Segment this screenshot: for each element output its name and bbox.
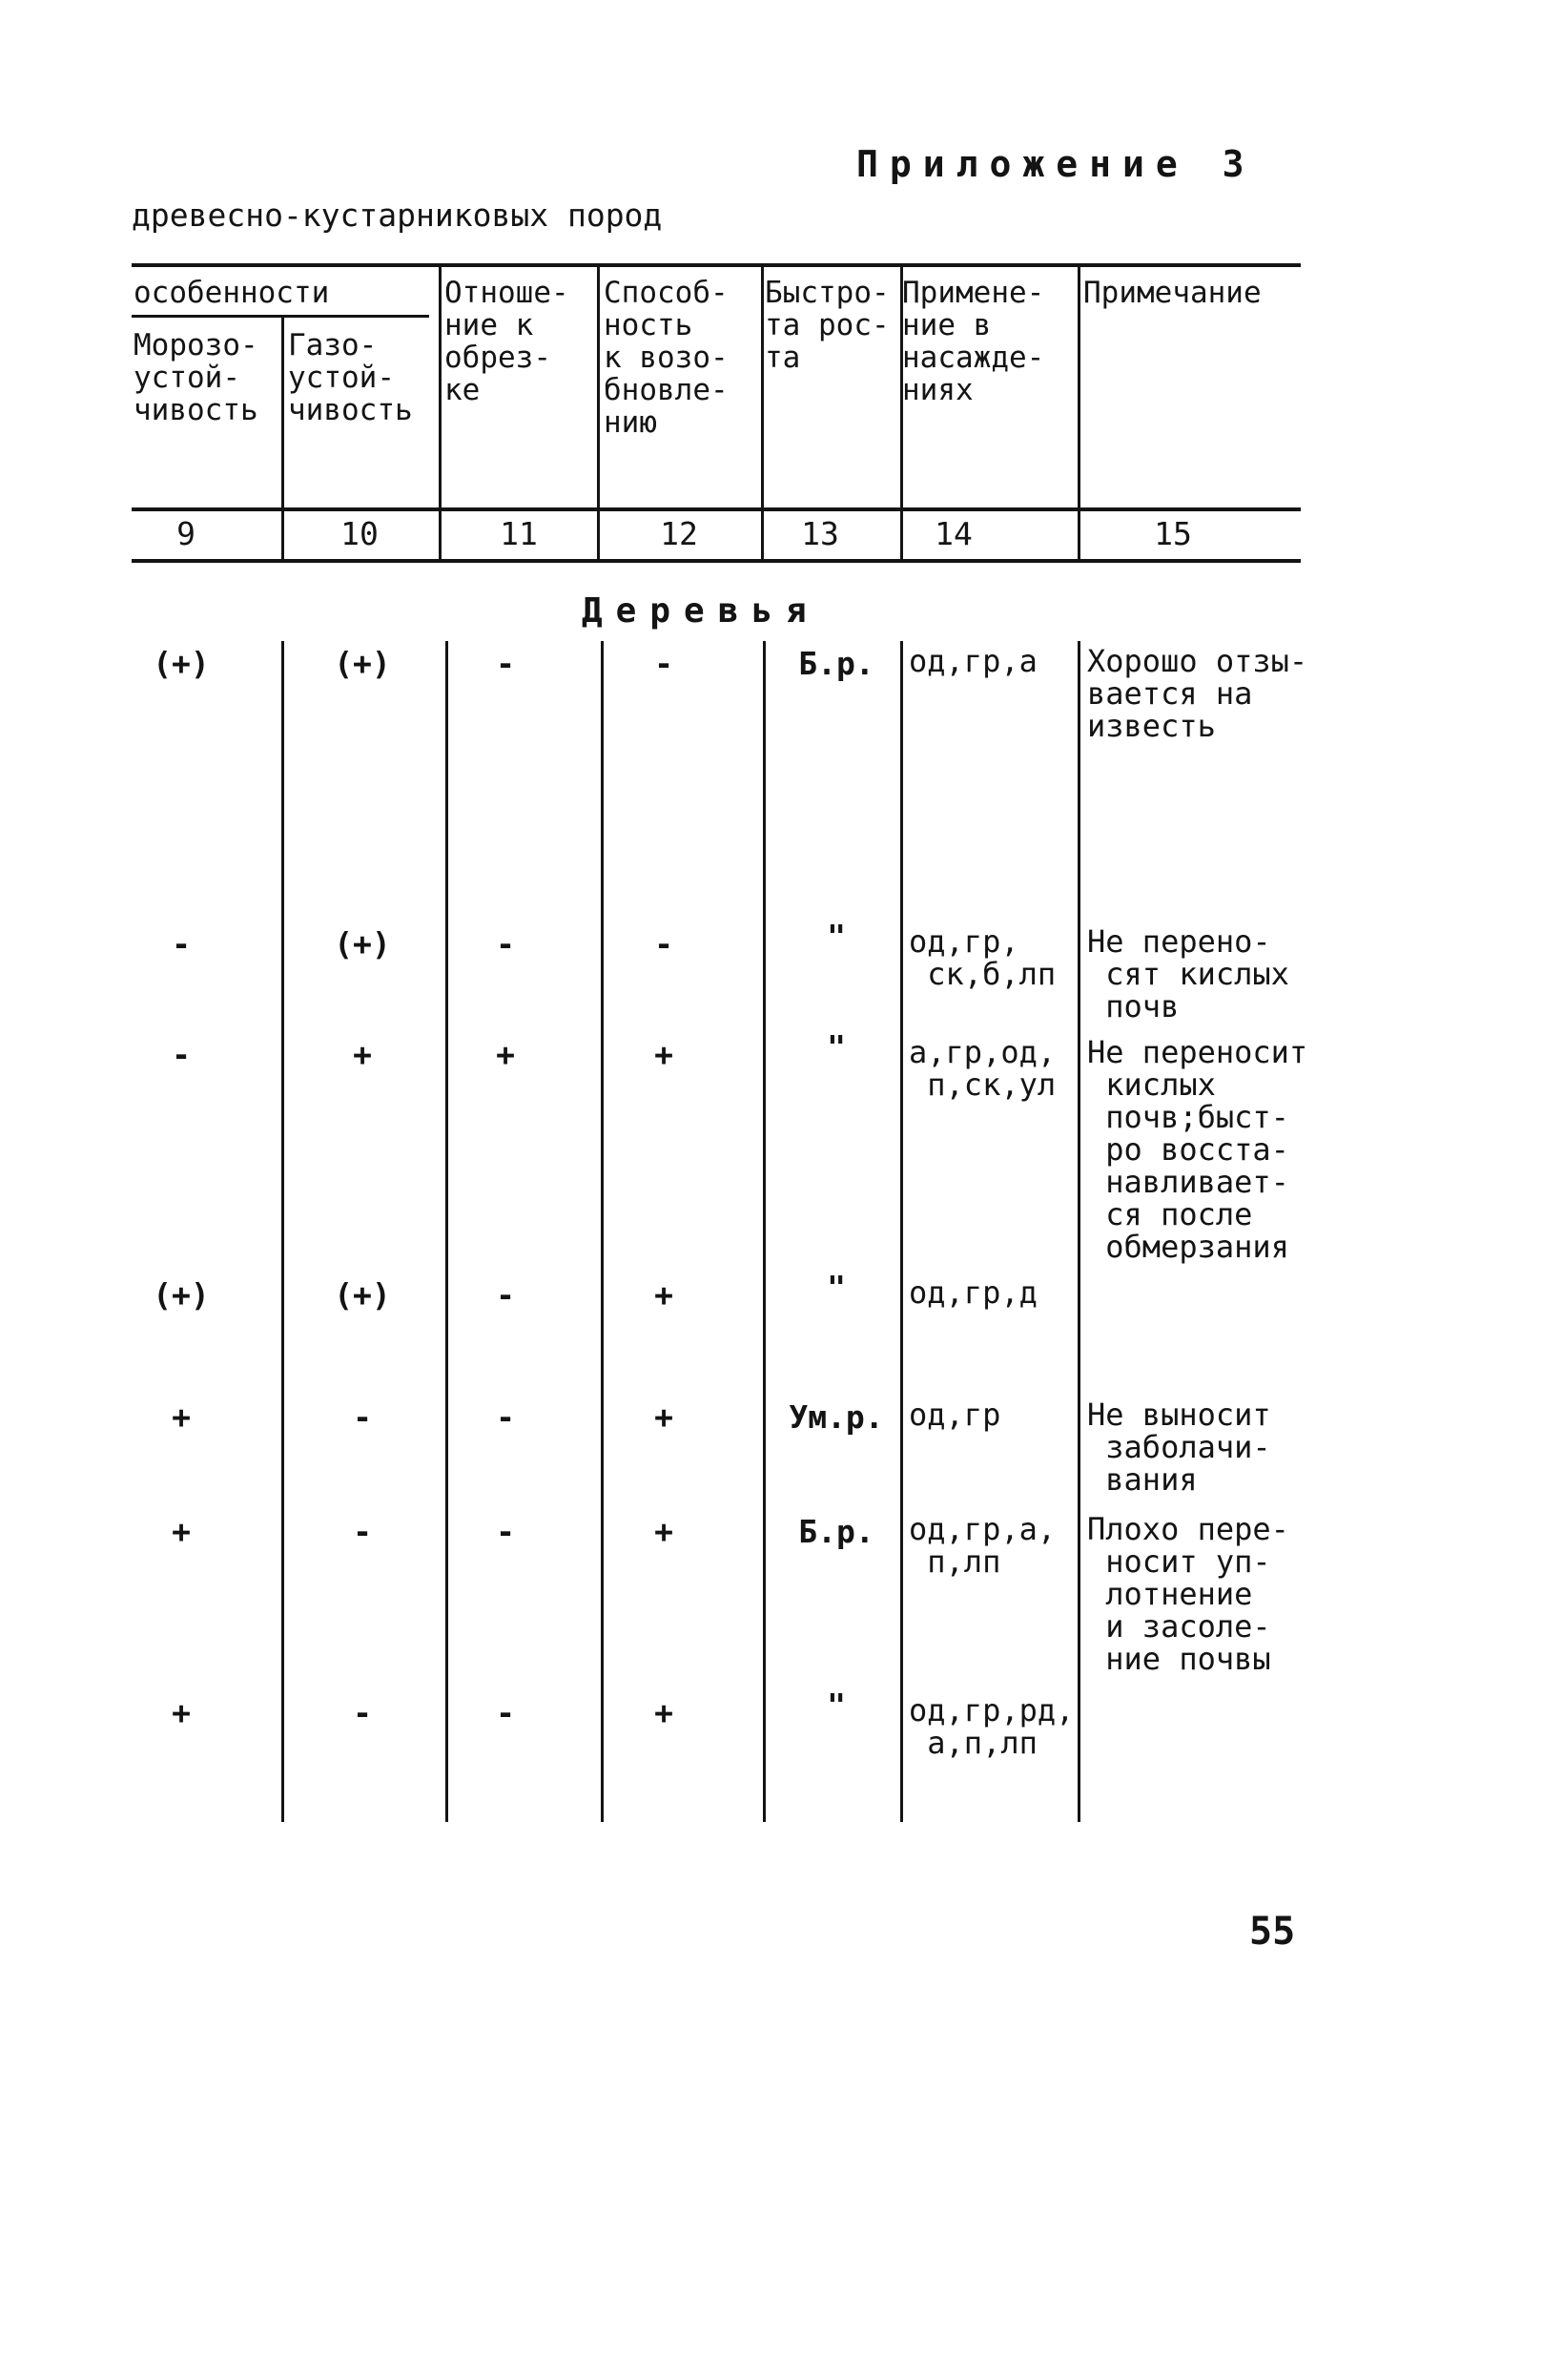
cell-note: Не перено- сят кислых почв (1087, 923, 1289, 1024)
cell-gas: (+) (334, 645, 391, 682)
group-underline (132, 315, 429, 318)
body-divider (900, 641, 903, 1822)
numbers-bottom-rule (132, 559, 1301, 563)
cell-regeneration: - (654, 645, 673, 682)
cell-regeneration: + (654, 1694, 673, 1731)
column-number: 14 (935, 515, 973, 552)
body-divider (1078, 641, 1080, 1822)
cell-application: од,гр,рд, а,п,лп (909, 1692, 1075, 1761)
cell-growth: " (827, 918, 846, 955)
cell-regeneration: + (654, 1276, 673, 1314)
cell-pruning: - (496, 925, 515, 962)
cell-frost: + (172, 1694, 191, 1731)
cell-gas: + (353, 1036, 372, 1073)
cell-note: Плохо пере- носит уп- лотнение и засоле- ние почвы (1087, 1511, 1289, 1677)
cell-frost: (+) (153, 645, 210, 682)
header-note: Примечание (1083, 276, 1262, 310)
cell-growth: " (827, 1028, 846, 1066)
header-top-rule (132, 263, 1301, 267)
cell-regeneration: + (654, 1513, 673, 1550)
header-regeneration: Способ- ность к возо- бновле- нию (604, 276, 729, 440)
table-subtitle: древесно-кустарниковых пород (132, 197, 663, 234)
body-divider (601, 641, 604, 1822)
cell-pruning: - (496, 1694, 515, 1731)
cell-growth: Б.р. (798, 1513, 874, 1550)
cell-note: Не выносит заболачи- вания (1087, 1397, 1271, 1498)
cell-note: Не переносит кислых почв;быст- ро восста- навливает- ся после обмерзания (1087, 1034, 1308, 1265)
body-divider (763, 641, 766, 1822)
cell-gas: - (353, 1513, 372, 1550)
cell-regeneration: - (654, 925, 673, 962)
cell-pruning: - (496, 645, 515, 682)
cell-frost: + (172, 1398, 191, 1436)
cell-growth: Б.р. (798, 645, 874, 682)
section-title-trees: Деревья (582, 591, 820, 631)
column-number: 15 (1154, 515, 1192, 552)
cell-pruning: - (496, 1276, 515, 1314)
column-number: 9 (176, 515, 195, 552)
cell-growth: Ум.р. (789, 1398, 884, 1436)
header-group-features: особенности (134, 276, 330, 310)
cell-application: од,гр (909, 1397, 1001, 1433)
cell-pruning: - (496, 1398, 515, 1436)
column-number: 11 (500, 515, 538, 552)
header-application: Примене- ние в насажде- ниях (902, 276, 1045, 407)
header-frost-resistance: Морозо- устой- чивость (134, 328, 258, 427)
column-number: 12 (660, 515, 698, 552)
cell-growth: " (827, 1687, 846, 1724)
header-growth-rate: Быстро- та рос- та (765, 276, 890, 375)
cell-note: Хорошо отзы- вается на известь (1087, 643, 1308, 744)
page-number: 55 (1249, 1910, 1296, 1954)
cell-application: а,гр,од, п,ск,ул (909, 1034, 1057, 1103)
cell-regeneration: + (654, 1036, 673, 1073)
cell-frost: + (172, 1513, 191, 1550)
cell-application: од,гр, ск,б,лп (909, 923, 1057, 992)
header-divider (1078, 267, 1080, 559)
cell-application: од,гр,а (909, 643, 1038, 679)
cell-frost: - (172, 1036, 191, 1073)
cell-pruning: - (496, 1513, 515, 1550)
header-divider (439, 267, 442, 559)
header-pruning: Отноше- ние к обрез- ке (444, 276, 569, 407)
column-number: 13 (801, 515, 839, 552)
cell-gas: - (353, 1694, 372, 1731)
appendix-label: Приложение 3 (856, 143, 1256, 185)
body-divider (445, 641, 448, 1822)
cell-regeneration: + (654, 1398, 673, 1436)
cell-application: од,гр,а, п,лп (909, 1511, 1057, 1580)
header-divider (597, 267, 600, 559)
header-gas-resistance: Газо- устой- чивость (288, 328, 413, 427)
cell-pruning: + (496, 1036, 515, 1073)
cell-growth: " (827, 1269, 846, 1306)
body-divider (281, 641, 284, 1822)
cell-frost: - (172, 925, 191, 962)
column-number: 10 (340, 515, 379, 552)
cell-frost: (+) (153, 1276, 210, 1314)
cell-application: од,гр,д (909, 1274, 1038, 1311)
cell-gas: (+) (334, 1276, 391, 1314)
cell-gas: - (353, 1398, 372, 1436)
cell-gas: (+) (334, 925, 391, 962)
header-bottom-rule (132, 507, 1301, 511)
